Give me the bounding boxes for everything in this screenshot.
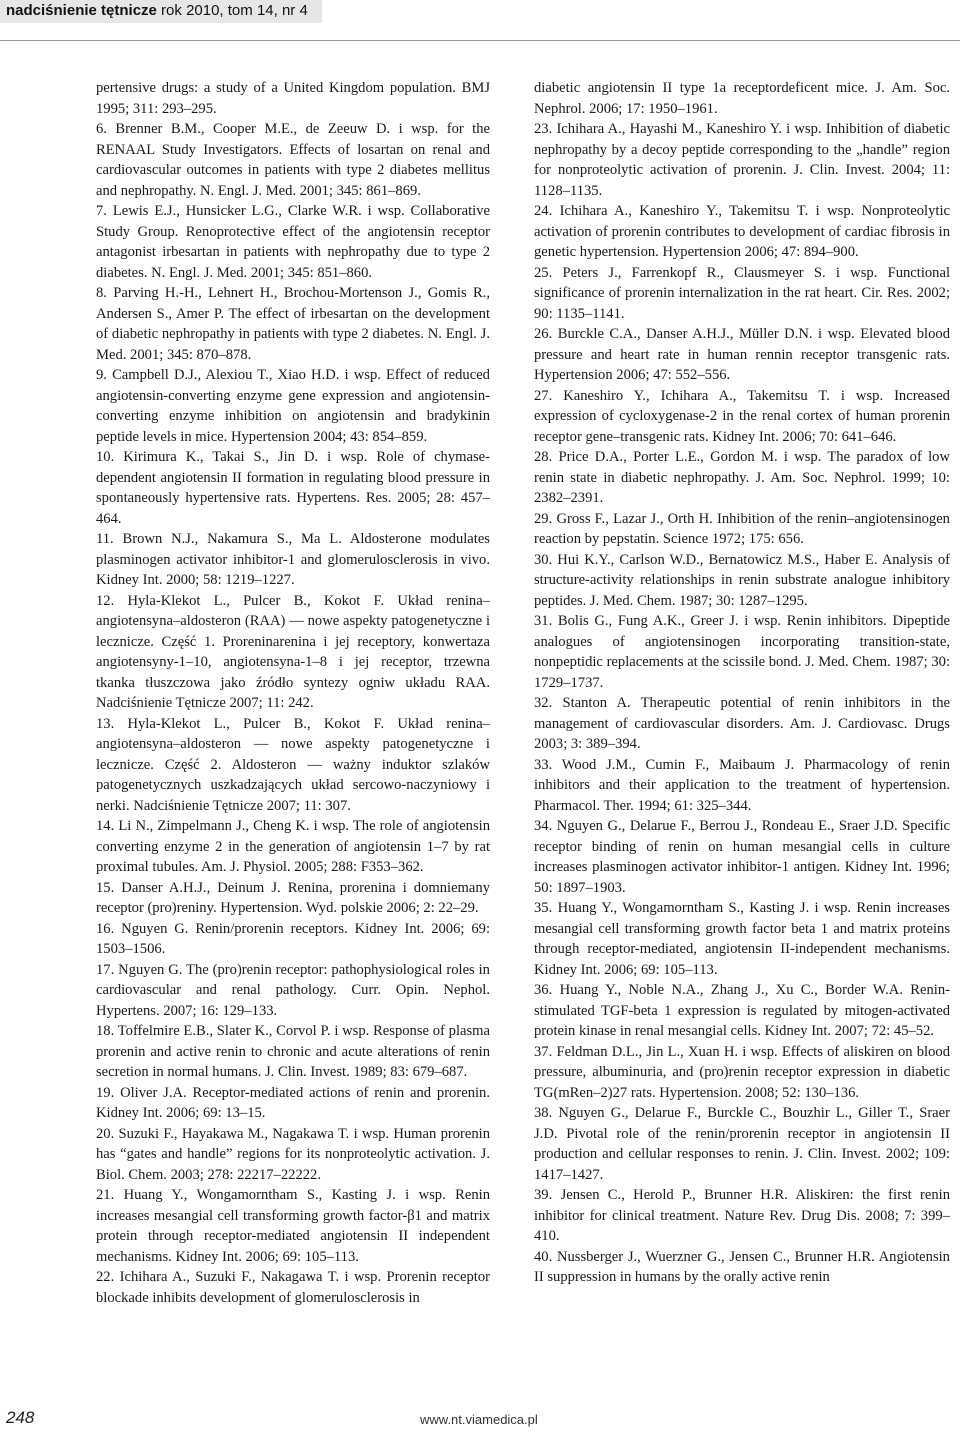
reference-item	[96, 1267, 490, 1308]
reference-number: 26.	[534, 326, 553, 342]
reference-item	[96, 119, 490, 201]
reference-item	[534, 980, 950, 1042]
reference-text: Ichihara A., Kaneshiro Y., Takemitsu T. i wsp. Nonproteolytic activation of prorenin contributes to development of cardiac fibrosis in genetic hypertension. Hypertension 2006; 47: 894–900.	[534, 203, 950, 260]
reference-number: 9.	[96, 367, 107, 383]
reference-item	[96, 591, 490, 714]
journal-issue: rok 2010, tom 14, nr 4	[156, 2, 308, 19]
reference-text: diabetic angiotensin II type 1a receptordeficent mice. J. Am. Soc. Nephrol. 2006; 17: 1950–1961.	[534, 80, 950, 117]
reference-number: 23.	[534, 121, 553, 137]
reference-item	[96, 960, 490, 1022]
page-number: 248	[6, 1408, 35, 1427]
reference-text: Kirimura K., Takai S., Jin D. i wsp. Role of chymase-dependent angiotensin II formation in regulating blood pressure in spontaneously hypertensive rats. Hypertens. Res. 2005; 28: 457–464.	[96, 449, 490, 527]
reference-text: Hyla-Klekot L., Pulcer B., Kokot F. Układ renina–angiotensyna–aldosteron (RAA) — nowe aspekty patogenetyczne i lecznicze. Część 1. Proreninarenina i jej receptory, konwertaza angiotensyny-1–10, angiotensyna-1–8 i jej receptor, trzewna tkanka tłuszczowa jako źródło syntezy ogniw układu RAA. Nadciśnienie Tętnicze 2007; 11: 242.	[96, 592, 490, 711]
reference-text: Burckle C.A., Danser A.H.J., Müller D.N. i wsp. Elevated blood pressure and heart rate in human rennin receptor transgenic rats. Hypertension 2006; 47: 552–556.	[534, 326, 950, 383]
reference-number: 37.	[534, 1043, 553, 1060]
references-right-column	[534, 78, 950, 1288]
reference-number: 30.	[534, 551, 553, 568]
reference-item	[534, 1103, 950, 1185]
reference-text: Huang Y., Wongamorntham S., Kasting J. i wsp. Renin increases mesangial cell transforming growth factor beta 1 and matrix proteins through receptor-mediated, angiotensin II-independent mechanisms. Kidney Int. 2006; 69: 105–113.	[534, 900, 950, 978]
reference-number: 38.	[534, 1105, 553, 1121]
running-header	[0, 0, 960, 41]
reference-item	[96, 201, 490, 283]
reference-text: Lewis E.J., Hunsicker L.G., Clarke W.R. i wsp. Collaborative Study Group. Renoprotective effect of the angiotensin receptor antagonist irbesartan in patients with nephropathy due to type 2 diabetes. N. Engl. J. Med. 2001; 345: 851–860.	[96, 203, 490, 281]
journal-name: nadciśnienie tętnicze	[6, 2, 157, 19]
reference-text: Peters J., Farrenkopf R., Clausmeyer S. i wsp. Functional significance of prorenin internalization in the rat heart. Cir. Res. 2002; 90: 1135–1141.	[534, 264, 951, 322]
reference-text: Hyla-Klekot L., Pulcer B., Kokot F. Układ renina–angiotensyna–aldosteron — nowe aspekty patogenetyczne i lecznicze. Część 2. Aldosteron — ważny induktor szlaków patogenetycznych uszkadzających układ sercowo-naczyniowy i nerki. Nadciśnienie Tętnicze 2007; 11: 307.	[96, 715, 490, 814]
reference-text: Toffelmire E.B., Slater K., Corvol P. i wsp. Response of plasma prorenin and active renin to chronic and acute alterations of renin secretion in normal humans. J. Clin. Invest. 1989; 83: 679–687.	[96, 1023, 490, 1080]
reference-text: Wood J.M., Cumin F., Maibaum J. Pharmacology of renin inhibitors and their application to the treatment of hypertension. Pharmacol. Ther. 1994; 61: 325–344.	[534, 756, 950, 814]
reference-number: 17.	[96, 961, 115, 978]
reference-number: 21.	[96, 1187, 115, 1203]
reference-text: Nguyen G., Delarue F., Burckle C., Bouzhir L., Giller T., Sraer J.D. Pivotal role of the renin/prorenin receptor in angiotensin II production and cellular responses to renin. J. Clin. Invest. 2002; 109: 1417–1427.	[534, 1105, 950, 1183]
reference-item	[96, 878, 490, 919]
reference-item	[534, 755, 950, 817]
reference-number: 19.	[96, 1084, 115, 1101]
reference-number: 15.	[96, 879, 115, 896]
reference-text: Hui K.Y., Carlson W.D., Bernatowicz M.S., Haber E. Analysis of structure-activity relationships in renin substrate analogue inhibitory peptides. J. Med. Chem. 1987; 30: 1287–1295.	[534, 551, 950, 609]
reference-item	[96, 919, 490, 960]
reference-item	[534, 509, 950, 550]
reference-number: 32.	[534, 695, 553, 711]
reference-text: Ichihara A., Suzuki F., Nakagawa T. i wsp. Prorenin receptor blockade inhibits development of glomerulosclerosis in	[96, 1269, 490, 1306]
reference-text: Suzuki F., Hayakawa M., Nagakawa T. i wsp. Human prorenin has “gates and handle” regions for its nonproteolytic activation. J. Biol. Chem. 2003; 278: 22217–22222.	[96, 1125, 491, 1183]
reference-item	[534, 386, 950, 448]
reference-number: 34.	[534, 818, 553, 834]
reference-item	[96, 816, 490, 878]
reference-item	[534, 119, 950, 201]
reference-text: Bolis G., Fung A.K., Greer J. i wsp. Renin inhibitors. Dipeptide analogues of angiotensinogen incorporating transition-state, nonpeptidic replacements at the scissile bond. J. Med. Chem. 1987; 30: 1729–1737.	[534, 613, 950, 691]
reference-text: Jensen C., Herold P., Brunner H.R. Aliskiren: the first renin inhibitor for clinical treatment. Nature Rev. Drug Dis. 2008; 7: 399–410.	[534, 1187, 950, 1244]
reference-number: 7.	[96, 203, 107, 219]
reference-text: Price D.A., Porter L.E., Gordon M. i wsp. The paradox of low renin state in diabetic nephropathy. J. Am. Soc. Nephrol. 1999; 10: 2382–2391.	[534, 449, 950, 506]
reference-number: 8.	[96, 285, 107, 301]
reference-text: Brown N.J., Nakamura S., Ma L. Aldosterone modulates plasminogen activator inhibitor-1 and glomerulosclerosis in vivo. Kidney Int. 2000; 58: 1219–1227.	[96, 531, 490, 588]
reference-item	[534, 816, 950, 898]
reference-text: pertensive drugs: a study of a United Kingdom population. BMJ 1995; 311: 293–295.	[96, 80, 490, 117]
reference-number: 31.	[534, 613, 553, 629]
reference-text: Ichihara A., Hayashi M., Kaneshiro Y. i wsp. Inhibition of diabetic nephropathy by a decoy peptide corresponding to the „handle” region for nonproteolytic activation of prorenin. J. Clin. Invest. 2004; 11: 1128–1135.	[534, 121, 951, 199]
reference-item	[534, 263, 950, 325]
reference-item	[96, 365, 490, 447]
reference-item	[534, 1247, 950, 1288]
reference-item	[96, 78, 490, 119]
reference-text: Nguyen G. The (pro)renin receptor: pathophysiological roles in cardiovascular and renal pathology. Curr. Opin. Nephol. Hypertens. 2007; 16: 129–133.	[96, 961, 490, 1019]
reference-text: Nguyen G., Delarue F., Berrou J., Rondeau E., Sraer J.D. Specific receptor binding of renin on human mesangial cells in culture increases plasminogen activator inhibitor-1 antigen. Kidney Int. 1996; 50: 1897–1903.	[534, 818, 950, 896]
reference-number: 39.	[534, 1187, 553, 1203]
reference-number: 6.	[96, 121, 107, 137]
reference-item	[96, 283, 490, 365]
reference-text: Nussberger J., Wuerzner G., Jensen C., Brunner H.R. Angiotensin II suppression in humans by the orally active renin	[534, 1248, 950, 1285]
footer-url: www.nt.viamedica.pl	[420, 1412, 538, 1427]
reference-item	[534, 693, 950, 755]
reference-number: 27.	[534, 387, 553, 404]
reference-item	[534, 1042, 950, 1104]
references-left-column	[96, 78, 490, 1308]
reference-item	[96, 714, 490, 817]
reference-item	[534, 447, 950, 509]
reference-number: 11.	[96, 531, 114, 547]
reference-text: Huang Y., Wongamorntham S., Kasting J. i wsp. Renin increases mesangial cell transforming growth factor-β1 and matrix protein through receptor-mediated angiotensin II independent mechanisms. Kidney Int. 2006; 69: 105–113.	[96, 1187, 490, 1265]
reference-text: Feldman D.L., Jin L., Xuan H. i wsp. Effects of aliskiren on blood pressure, albuminuria, and (pro)renin receptor expression in diabetic TG(mRen–2)27 rats. Hypertension. 2008; 52: 130–136.	[534, 1043, 950, 1101]
reference-text: Oliver J.A. Receptor-mediated actions of renin and prorenin. Kidney Int. 2006; 69: 13–15.	[96, 1084, 490, 1121]
reference-text: Nguyen G. Renin/prorenin receptors. Kidney Int. 2006; 69: 1503–1506.	[96, 920, 491, 957]
reference-number: 24.	[534, 203, 553, 219]
reference-text: Stanton A. Therapeutic potential of renin inhibitors in the management of cardiovascular disorders. Am. J. Cardiovasc. Drugs 2003; 3: 389–394.	[534, 695, 950, 752]
reference-item	[534, 201, 950, 263]
reference-item	[96, 1083, 490, 1124]
reference-item	[534, 324, 950, 386]
reference-item	[96, 1124, 490, 1186]
reference-text: Parving H.-H., Lehnert H., Brochou-Mortenson J., Gomis R., Andersen S., Amer P. The effect of irbesartan on the development of diabetic nephropathy in patients with type 2 diabetes. N. Engl. J. Med. 2001; 345: 870–878.	[96, 285, 490, 363]
reference-text: Kaneshiro Y., Ichihara A., Takemitsu T. i wsp. Increased expression of cycloxygenase-2 in the renal cortex of human prorenin receptor gene–transgenic rats. Kidney Int. 2006; 70: 641–646.	[534, 387, 950, 445]
reference-number: 20.	[96, 1125, 115, 1142]
reference-number: 36.	[534, 982, 553, 998]
reference-item	[534, 78, 950, 119]
reference-number: 10.	[96, 449, 115, 465]
reference-number: 29.	[534, 510, 553, 527]
reference-item	[534, 1185, 950, 1247]
reference-item	[534, 611, 950, 693]
reference-text: Li N., Zimpelmann J., Cheng K. i wsp. The role of angiotensin converting enzyme 2 in the generation of angiotensin 1–7 by rat proximal tubules. Am. J. Physiol. 2005; 288: F353–362.	[96, 818, 491, 875]
reference-number: 25.	[534, 264, 553, 281]
reference-item	[534, 898, 950, 980]
reference-text: Brenner B.M., Cooper M.E., de Zeeuw D. i wsp. for the RENAAL Study Investigators. Effects of losartan on renal and cardiovascular outcomes in patients with type 2 diabetes mellitus and nephropathy. N. Engl. J. Med. 2001; 345: 861–869.	[96, 121, 491, 199]
reference-item	[96, 447, 490, 529]
reference-item	[96, 1185, 490, 1267]
reference-item	[96, 529, 490, 591]
header-bar	[0, 0, 322, 23]
journal-header	[6, 2, 308, 19]
reference-text: Campbell D.J., Alexiou T., Xiao H.D. i wsp. Effect of reduced angiotensin-converting enzyme gene expression and angiotensin-converting enzyme inhibition on angiotensin and bradykinin peptide levels in mice. Hypertension 2004; 43: 854–859.	[96, 367, 490, 445]
reference-number: 33.	[534, 756, 553, 773]
reference-number: 13.	[96, 715, 115, 732]
reference-text: Danser A.H.J., Deinum J. Renina, prorenina i domniemany receptor (pro)reniny. Hypertension. Wyd. polskie 2006; 2: 22–29.	[96, 879, 490, 916]
reference-number: 22.	[96, 1269, 115, 1285]
reference-text: Gross F., Lazar J., Orth H. Inhibition of the renin–angiotensinogen reaction by pepstatin. Science 1972; 175: 656.	[534, 510, 950, 547]
reference-number: 16.	[96, 920, 115, 937]
reference-number: 14.	[96, 818, 115, 834]
reference-number: 40.	[534, 1248, 553, 1265]
reference-number: 28.	[534, 449, 553, 465]
reference-text: Huang Y., Noble N.A., Zhang J., Xu C., Border W.A. Renin-stimulated TGF-beta 1 expression is regulated by mitogen-activated protein kinase in renal mesangial cells. Kidney Int. 2007; 72: 45–52.	[534, 982, 950, 1039]
reference-item	[96, 1021, 490, 1083]
reference-number: 35.	[534, 900, 553, 916]
reference-number: 18.	[96, 1023, 115, 1039]
reference-number: 12.	[96, 592, 115, 609]
reference-item	[534, 550, 950, 612]
